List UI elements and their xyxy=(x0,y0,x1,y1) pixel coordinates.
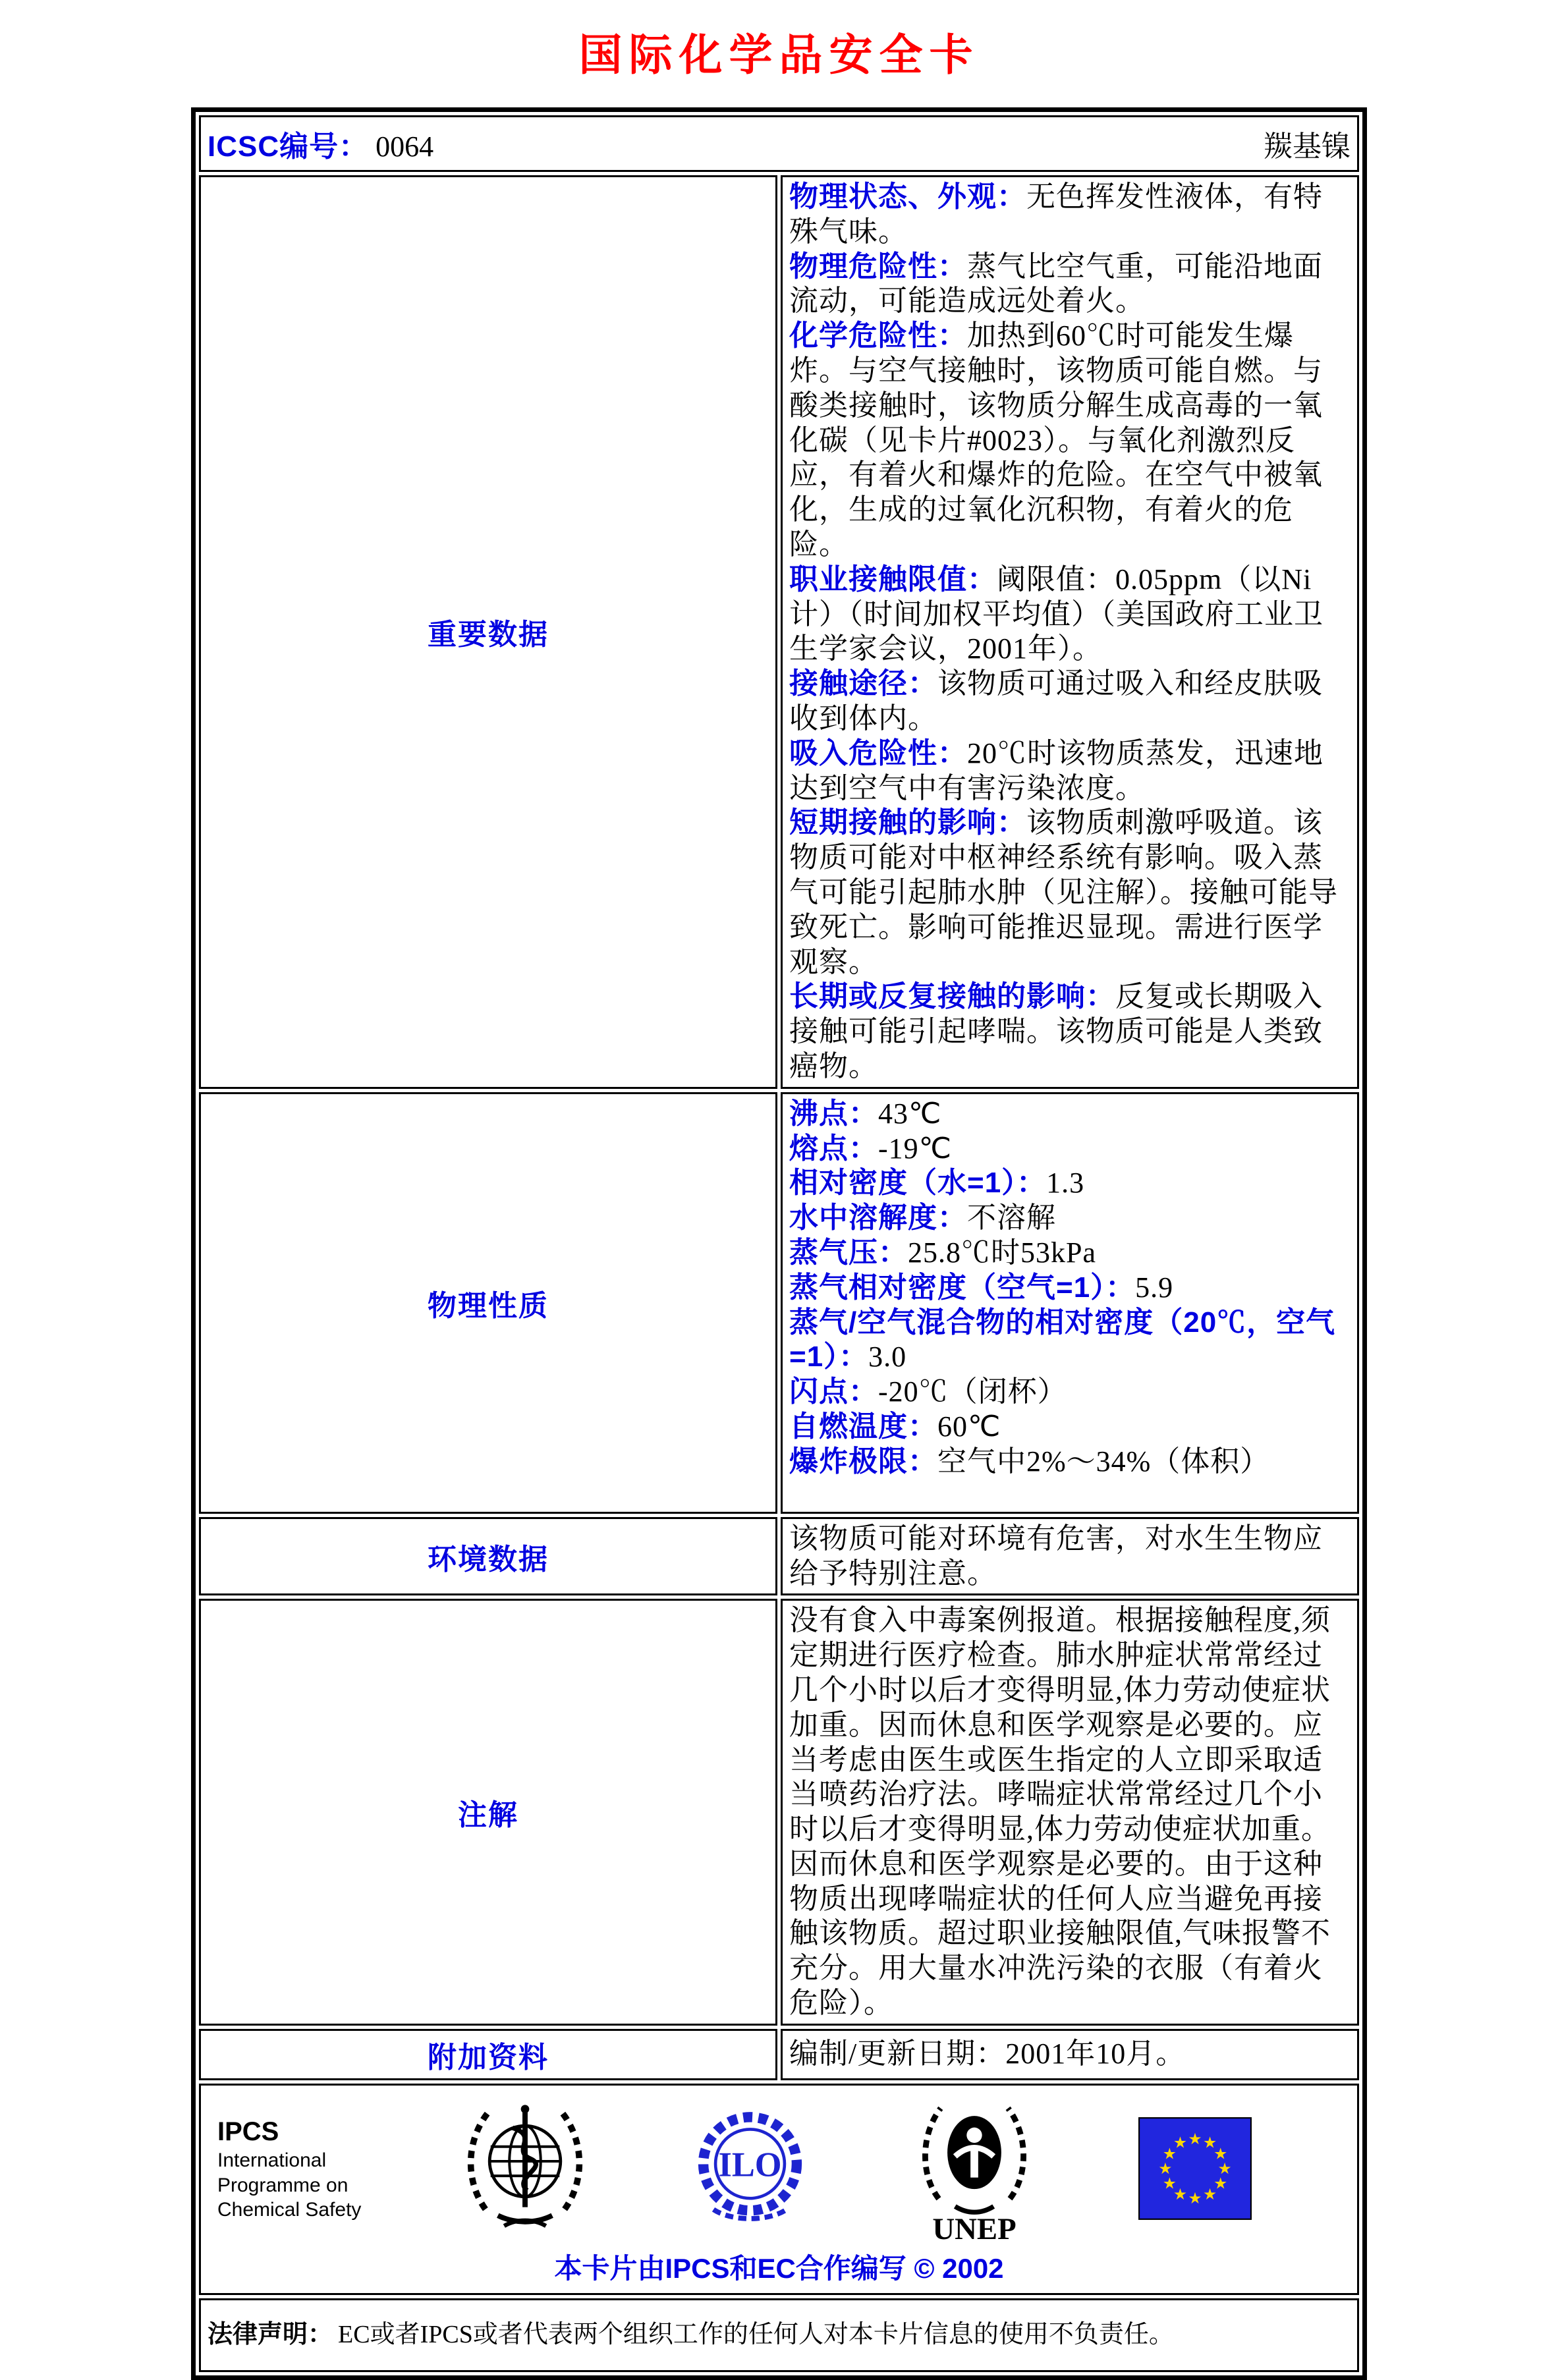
svg-text:★: ★ xyxy=(1188,2130,1202,2149)
eu-flag-icon xyxy=(1138,2117,1252,2220)
svg-text:★: ★ xyxy=(1202,2133,1217,2152)
property-item: 闪点：-20℃（闭杯） xyxy=(789,1375,1067,1408)
important-data-item: 长期或反复接触的影响：反复或长期吸入接触可能引起哮喘。该物质可能是人类致癌物。 xyxy=(789,980,1323,1082)
svg-text:★: ★ xyxy=(1213,2174,1228,2194)
additional-info-cell xyxy=(781,2029,1359,2080)
svg-text:★: ★ xyxy=(1213,2144,1228,2163)
ilo-icon xyxy=(689,2108,811,2230)
icsc-number xyxy=(208,123,433,165)
row-label-notes: 注解 xyxy=(199,1599,777,2026)
property-item: 蒸气压：25.8℃时53kPa xyxy=(789,1236,1096,1269)
logos-cell xyxy=(199,2084,1359,2295)
row-label-physical-properties: 物理性质 xyxy=(199,1092,777,1514)
chemical-name: 羰基镍 xyxy=(1264,130,1351,163)
property-item: 爆炸极限：空气中2%～34%（体积） xyxy=(789,1445,1270,1478)
row-label-environmental-data: 环境数据 xyxy=(199,1517,777,1596)
property-item: 相对密度（水=1）：1.3 xyxy=(789,1167,1085,1200)
property-item: 自燃温度：60℃ xyxy=(789,1410,1001,1443)
row-label-important-data: 重要数据 xyxy=(199,175,777,1089)
important-data-item: 吸入危险性：20℃时该物质蒸发，迅速地达到空气中有害污染浓度。 xyxy=(789,736,1323,804)
icsc-number-label: ICSC编号： xyxy=(208,130,369,163)
legal-label: 法律声明： xyxy=(208,2321,333,2349)
ipcs-title: IPCS xyxy=(217,2117,279,2147)
legal-text: EC或者IPCS或者代表两个组织工作的任何人对本卡片信息的使用不负责任。 xyxy=(338,2321,1174,2349)
additional-info-value: 2001年10月。 xyxy=(1005,2037,1186,2070)
svg-text:★: ★ xyxy=(1188,2189,1202,2208)
svg-text:★: ★ xyxy=(1217,2159,1232,2178)
important-data-item: 物理状态、外观：无色挥发性液体，有特殊气味。 xyxy=(789,180,1323,248)
copyright-text: 本卡片由IPCS和EC合作编写 xyxy=(554,2252,906,2284)
notes-text: 没有食入中毒案例报道。根据接触程度,须定期进行医疗检查。肺水肿症状常常经过几个小时以后才变得明显,体力劳动使症状加重。因而休息和医学观察是必要的。应当考虑由医生或医生指定的人立即采取适当喷药治疗法。哮喘症状常常经过几个小时以后才变得明显,体力劳动使症状加重。因而休息和医学观察是必要的。由于这种物质出现哮喘症状的任何人应当避免再接触该物质。超过职业接触限值,气味报警不充分。用大量水冲洗污染的衣服（有着火危险）。 xyxy=(789,1604,1331,2020)
important-data-item: 化学危险性：加热到60℃时可能发生爆炸。与空气接触时，该物质可能自燃。与酸类接触时，该物质分解生成高毒的一氧化碳（见卡片#0023）。与氧化剂激烈反应，有着火和爆炸的危险。在空气中被氧化，生成的过氧化沉积物，有着火的危险。 xyxy=(789,319,1323,561)
environmental-data-text: 该物质可能对环境有危害，对水生生物应给予特别注意。 xyxy=(789,1522,1323,1590)
copyright-year: © 2002 xyxy=(914,2252,1004,2284)
property-item: 熔点：-19℃ xyxy=(789,1132,953,1165)
property-item: 蒸气相对密度（空气=1）：5.9 xyxy=(789,1271,1174,1304)
property-item: 水中溶解度：不溶解 xyxy=(789,1202,1056,1234)
svg-text:★: ★ xyxy=(1158,2159,1173,2178)
legal-cell xyxy=(199,2298,1359,2372)
icsc-number-value: 0064 xyxy=(376,130,434,163)
physical-properties-cell xyxy=(781,1092,1359,1514)
additional-info-label: 编制/更新日期： xyxy=(789,2037,1006,2070)
important-data-item: 短期接触的影响：该物质刺激呼吸道。该物质可能对中枢神经系统有影响。吸入蒸气可能引起肺水肿（见注解）。接触可能导致死亡。影响可能推迟显现。需进行医学观察。 xyxy=(789,806,1338,978)
copyright-line xyxy=(208,2247,1351,2290)
svg-text:★: ★ xyxy=(1162,2144,1177,2163)
card-header-cell xyxy=(199,115,1359,172)
page-title: 国际化学品安全卡 xyxy=(578,32,980,80)
ilo-text: ILO xyxy=(718,2145,782,2184)
svg-text:★: ★ xyxy=(1173,2185,1188,2204)
important-data-cell xyxy=(781,175,1359,1089)
ipcs-block: IPCS International Programme on Chemical Safety xyxy=(217,2115,361,2223)
property-item: 沸点：43℃ xyxy=(789,1097,942,1130)
property-item: 蒸气/空气混合物的相对密度（20℃，空气=1）：3.0 xyxy=(789,1306,1336,1373)
important-data-item: 物理危险性：蒸气比空气重，可能沿地面流动，可能造成远处着火。 xyxy=(789,250,1323,318)
unep-icon xyxy=(912,2095,1037,2243)
unep-text: UNEP xyxy=(932,2212,1017,2243)
environmental-data-cell xyxy=(781,1517,1359,1596)
important-data-item: 接触途径：该物质可通过吸入和经皮肤吸收到体内。 xyxy=(789,667,1323,734)
important-data-item: 职业接触限值：阈限值：0.05ppm（以Ni计）（时间加权平均值）（美国政府工业卫生学家会议，2001年）。 xyxy=(789,563,1323,665)
svg-text:★: ★ xyxy=(1173,2133,1188,2152)
svg-text:★: ★ xyxy=(1162,2174,1177,2194)
row-label-additional-info: 附加资料 xyxy=(199,2029,777,2080)
who-icon xyxy=(462,2101,588,2236)
safety-card-table xyxy=(191,107,1367,2380)
svg-text:★: ★ xyxy=(1202,2185,1217,2204)
notes-cell xyxy=(781,1599,1359,2026)
